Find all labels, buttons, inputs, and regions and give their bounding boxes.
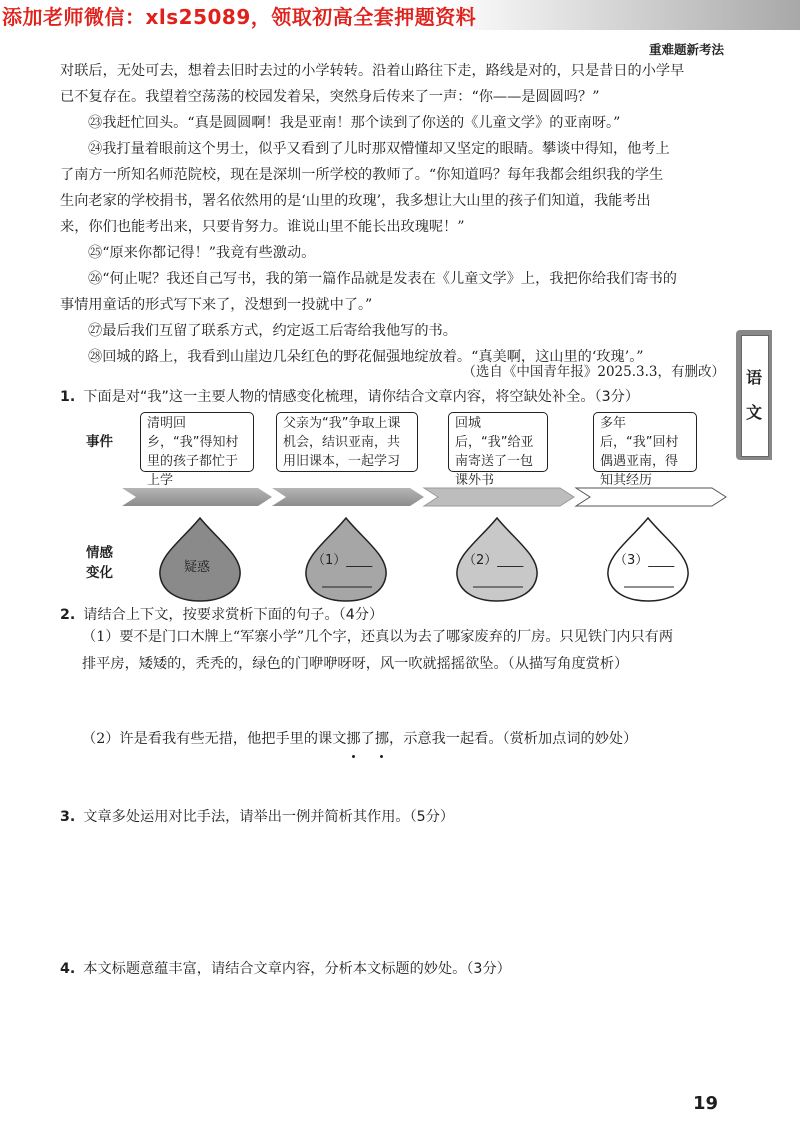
passage-line: 来，你们也能考出来，只要肯努力。谁说山里不能长出玫瑰呢！” [60,219,465,235]
row-label-emotion: 变化 [86,565,113,581]
sub-question-2 [82,726,637,753]
dotted-word: 挪 [375,726,389,753]
passage-line: 已不复存在。我望着空荡荡的校园发着呆，突然身后传来了一声：“你——是圆圆吗？” [60,89,600,105]
section-header: 重难题新考法 [648,42,724,57]
row-label-event: 事件 [86,434,113,450]
question-number: 3. [60,809,76,825]
source-citation: （选自《中国青年报》2025.3.3，有删改） [462,364,725,380]
question-text: 文章多处运用对比手法，请举出一例并简析其作用。（5分） [83,809,455,825]
emotion-blank: （3）____ [614,553,675,568]
passage-line: ㉔我打量着眼前这个男士，似乎又看到了儿时那双懵懂却又坚定的眼睛。攀谈中得知，他考上 [88,141,670,157]
event-box: 多年后，“我”回村偶遇亚南，得知其经历 [593,412,697,472]
row-label-emotion: 情感 [86,545,113,561]
event-box: 清明回乡，“我”得知村里的孩子都忙于上学 [140,412,254,472]
question-number: 1. [60,389,76,405]
sub-question-text: 了 [360,731,375,747]
passage-line: 了南方一所知名师范院校，现在是深圳一所学校的教师了。“你知道吗？每年我都会组织我的学生 [60,167,664,183]
passage-line: 对联后，无处可去，想着去旧时去过的小学转转。沿着山路往下走，路线是对的，只是昔日的小学早 [60,63,685,79]
question-number: 4. [60,961,76,977]
passage-line: ㉓我赶忙回头。“真是圆圆啊！我是亚南！那个读到了你送的《儿童文学》的亚南呀。” [88,115,621,131]
question-2 [60,604,383,624]
question-text: 下面是对“我”这一主要人物的情感变化梳理，请你结合文章内容，将空缺处补全。（3分） [83,389,640,405]
event-box: 父亲为“我”争取上课机会，结识亚南，共用旧课本，一起学习 [276,412,418,472]
question-number: 2. [60,607,76,623]
sub-question-text: （2）许是看我有些无措，他把手里的课文 [82,731,347,747]
emotion-blank: （2）____ [463,553,524,568]
banner-text: 添加老师微信：xls25089，领取初高全套押题资料 [2,5,477,29]
emotion-drops [160,518,688,601]
sub-question-line: 排平房，矮矮的，秃秃的，绿色的门咿咿呀呀，风一吹就摇摇欲坠。（从描写角度赏析） [82,656,629,672]
question-4 [60,958,511,978]
emotion-label: 疑惑 [184,560,211,575]
question-text: 本文标题意蕴丰富，请结合文章内容，分析本文标题的妙处。（3分） [83,961,511,977]
side-tab-char: 语 [745,368,762,387]
passage-line: 事情用童话的形式写下来了，没想到一投就中了。” [60,297,373,313]
passage-line: ㉘回城的路上，我看到山崖边几朵红色的野花倔强地绽放着。“真美啊，这山里的‘玫瑰’。” [88,349,644,365]
event-box: 回城后，“我”给亚南寄送了一包课外书 [448,412,548,472]
passage-line: ㉗最后我们互留了联系方式，约定返工后寄给我他写的书。 [88,323,457,339]
page-number: 19 [692,1093,718,1114]
timeline-arrow [272,488,424,506]
question-text: 请结合上下文，按要求赏析下面的句子。（4分） [83,607,384,623]
side-tab-char: 文 [745,403,762,422]
sub-question-line: （1）要不是门口木牌上“军寨小学”几个字，还真以为去了哪家废弃的厂房。只见铁门内只有两 [82,629,674,645]
timeline-arrow [576,488,726,506]
timeline-arrow [122,488,272,506]
emotion-blank: （1）____ [312,553,373,568]
dotted-word: 挪 [346,726,360,753]
passage-line: ㉕“原来你都记得！”我竟有些激动。 [88,245,316,261]
passage-line: ㉖“何止呢？我还自己写书，我的第一篇作品就是发表在《儿童文学》上，我把你给我们寄书的 [88,271,677,287]
question-3 [60,806,454,826]
sub-question-text: ，示意我一起看。（赏析加点词的妙处） [389,731,638,747]
timeline-arrow [424,488,574,506]
timeline-arrows [122,488,726,506]
passage-line: 生向老家的学校捐书，署名依然用的是‘山里的玫瑰’，我多想让大山里的孩子们知道，我能考出 [60,193,651,209]
